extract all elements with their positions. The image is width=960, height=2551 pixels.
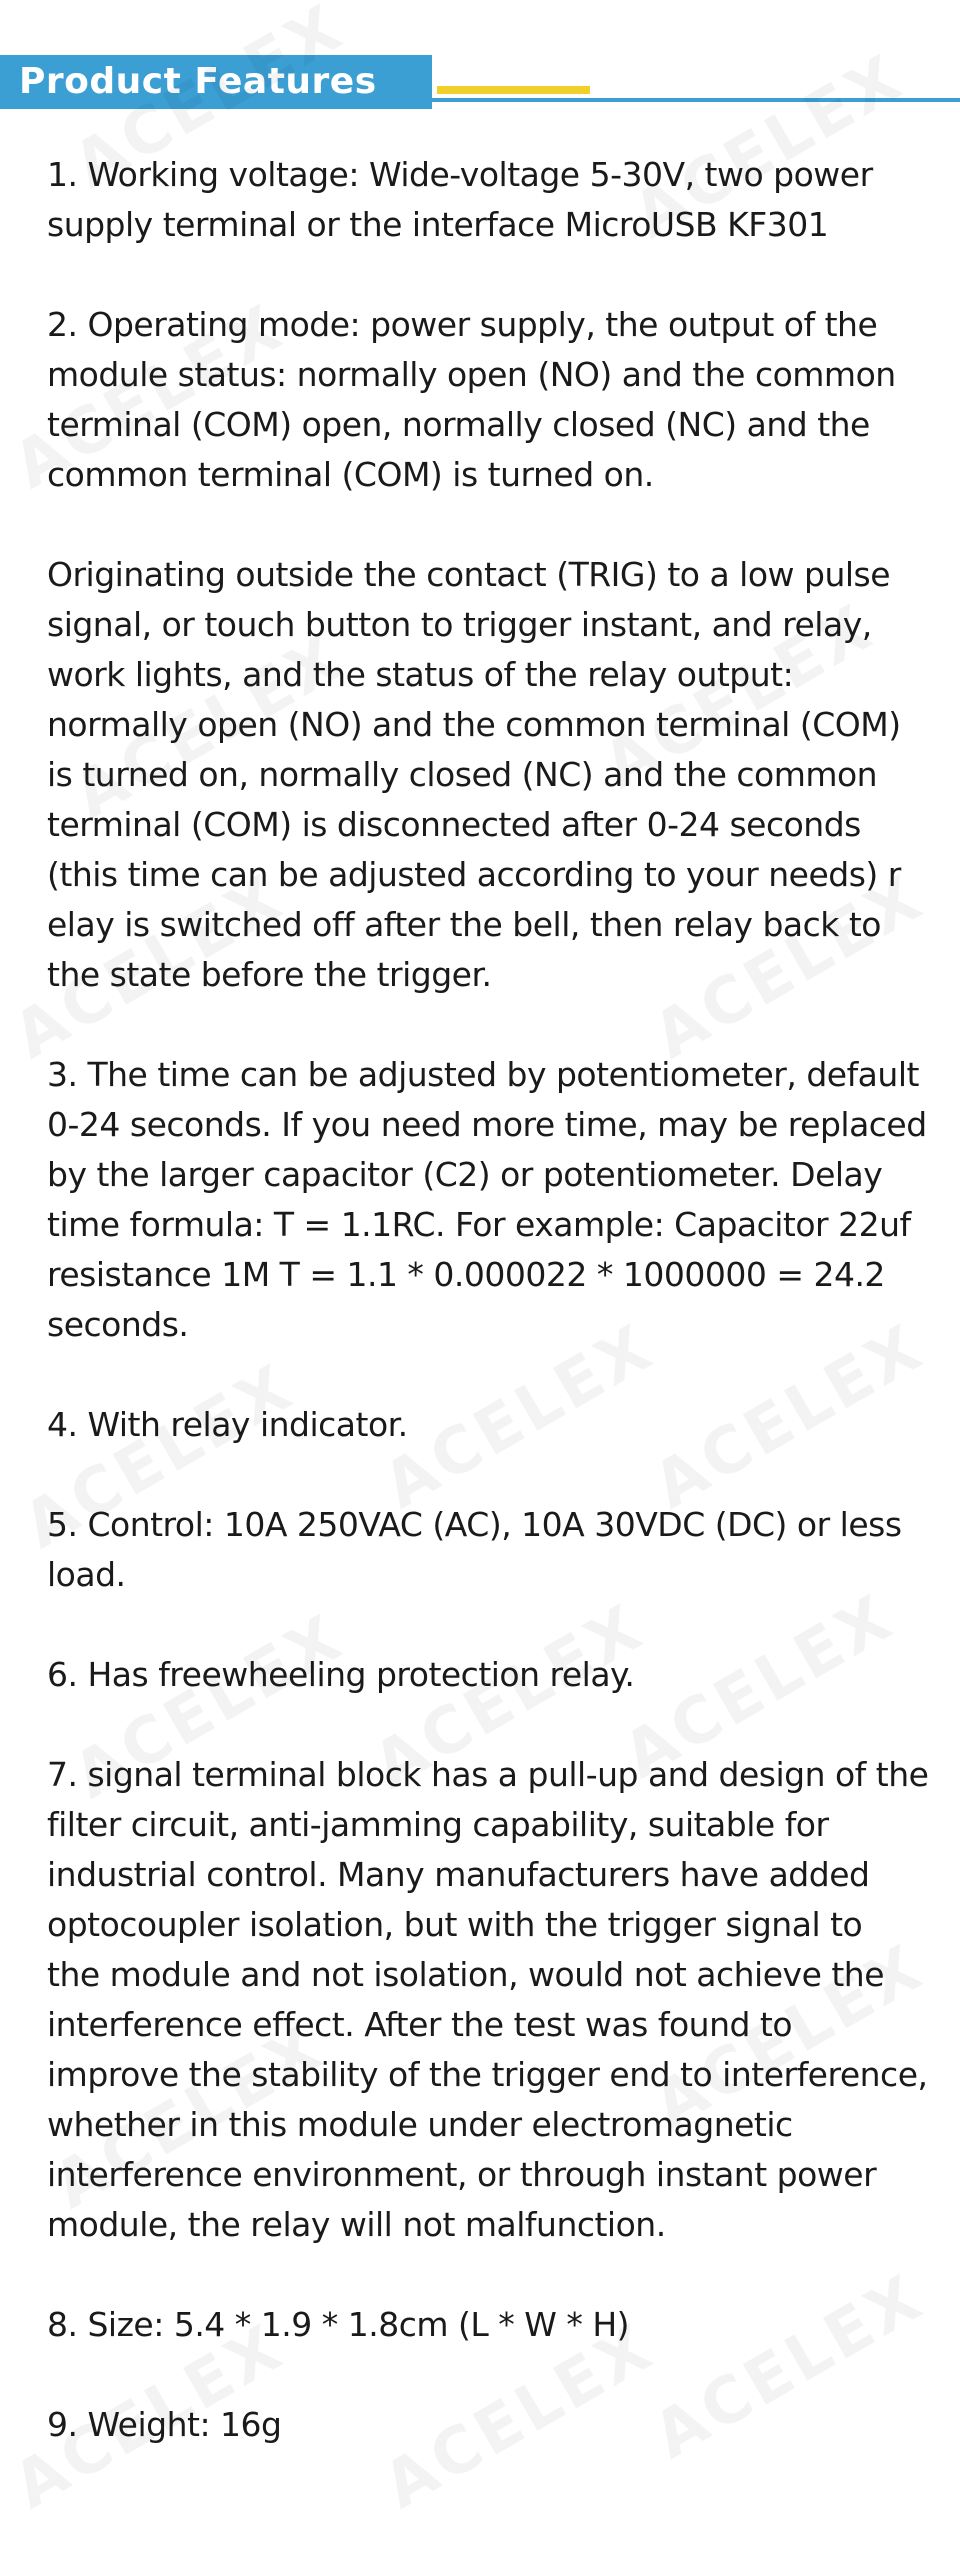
feature-signal-terminal: 7. signal terminal block has a pull-up and design of the filter circuit, anti-jamming capability, suitable for industrial control. Many manufacturers have added optocoupler isolation, but with the trigger signal to the module and not isolation, would not achieve the interference effect. After the test was found to improve the stability of the trigger end to interference, whether in this module under electromagnetic interference environment, or through instant power module, the relay will not malfunction. [47, 1755, 929, 2244]
header-accent-bar [437, 86, 590, 94]
section-title: Product Features [19, 61, 377, 102]
feature-trigger-description: Originating outside the contact (TRIG) to a low pulse signal, or touch button to trigger instant, and relay, work lights, and the status of the relay output: normally open (NO) and the common terminal (COM) is turned on, normally closed (NC) and the common terminal (COM) is disconnected after 0-24 seconds (this time can be adjusted according to your needs) r elay is switched off after the bell, then relay back to the state before the trigger. [47, 555, 901, 994]
section-header [0, 0, 960, 120]
feature-operating-mode: 2. Operating mode: power supply, the output of the module status: normally open (NO) and the common terminal (COM) open, normally closed (NC) and the common terminal (COM) is turned on. [47, 305, 896, 494]
header-underline [432, 98, 960, 102]
feature-working-voltage: 1. Working voltage: Wide-voltage 5-30V, two power supply terminal or the interface MicroUSB KF301 [47, 155, 873, 244]
feature-time-adjustment: 3. The time can be adjusted by potentiometer, default 0-24 seconds. If you need more time, may be replaced by the larger capacitor (C2) or potentiometer. Delay time formula: T = 1.1RC. For example: Capacitor 22uf resistance 1M T = 1.1 * 0.000022 * 1000000 = 24.2 seconds. [47, 1055, 927, 1344]
feature-size: 8. Size: 5.4 * 1.9 * 1.8cm (L * W * H) [47, 2305, 630, 2344]
feature-control-load: 5. Control: 10A 250VAC (AC), 10A 30VDC (DC) or less load. [47, 1505, 902, 1594]
feature-freewheeling-protection: 6. Has freewheeling protection relay. [47, 1655, 635, 1694]
feature-relay-indicator: 4. With relay indicator. [47, 1405, 408, 1444]
feature-weight: 9. Weight: 16g [47, 2405, 282, 2444]
features-list [47, 150, 957, 2500]
